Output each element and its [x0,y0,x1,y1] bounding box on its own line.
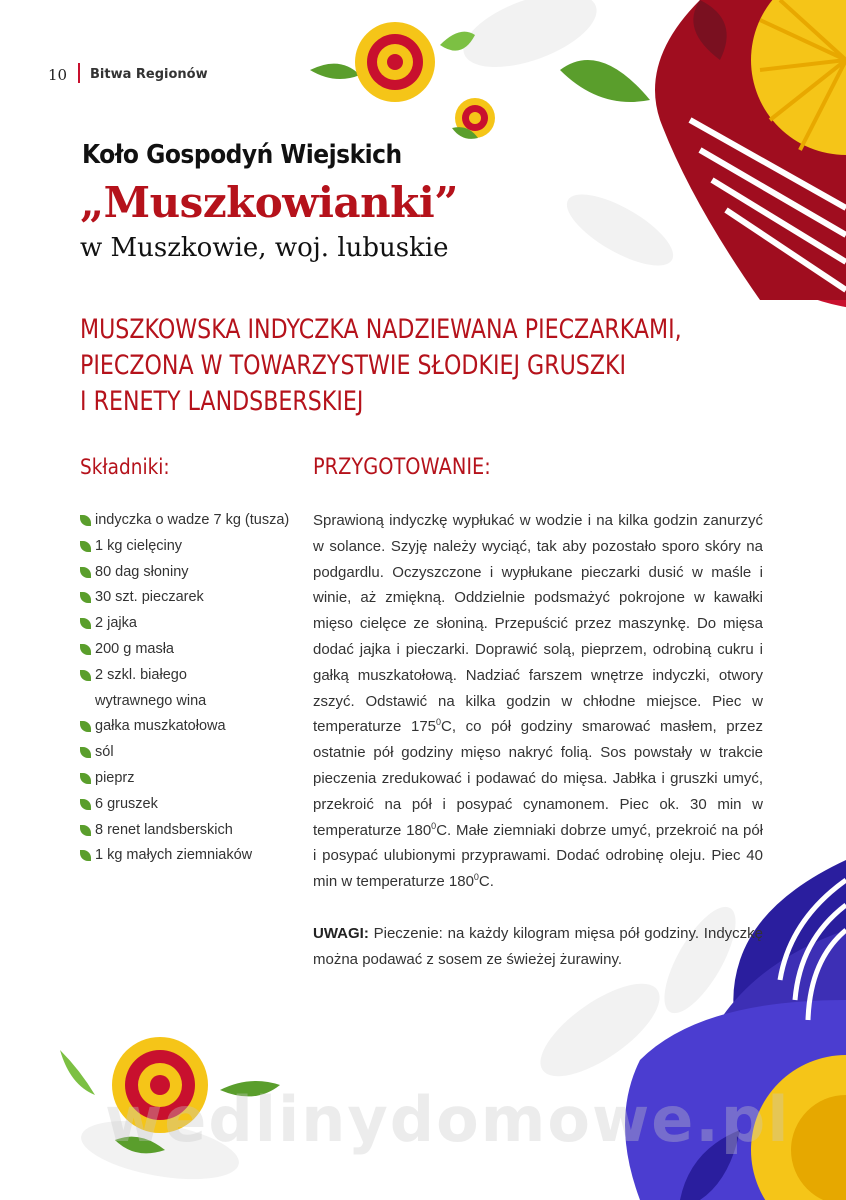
header-divider [78,63,80,83]
page-number: 10 [48,66,68,84]
recipe-title-line: PIECZONA W TOWARZYSTWIE SŁODKIEJ GRUSZKI [80,350,627,381]
leaf-bullet-icon [80,592,91,603]
ingredient-item: 80 dag słoniny [80,560,300,586]
ingredients-list [80,508,300,869]
ingredients-heading: Składniki: [80,455,170,479]
small-flower-top-icon [310,22,495,139]
leaf-bullet-icon [80,773,91,784]
organization-location: w Muszkowie, woj. lubuskie [80,233,449,263]
recipe-title-line: MUSZKOWSKA INDYCZKA NADZIEWANA PIECZARKAMI, [80,314,682,345]
organization-type: Koło Gospodyń Wiejskich [82,140,402,170]
ingredient-item: 200 g masła [80,637,300,663]
preparation-paragraph: Sprawioną indyczkę wypłukać w wodzie i na kilka godzin zanurzyć w solance. Szyję należy wyciąć, tak aby pozostało sporo skóry na podgardlu. Oczyszczone i wypłukane pieczarki dusić w maśle i winie, aż zmiękną. Oddzielnie podsmażyć pokrojone w kawałki mięso cielęce ze słoniną. Przepuścić przez maszynkę. Do mięsa dodać jajka i pieczarki. Doprawić solą, pieprzem, odrobiną cukru i gałką muszkatołową. Nadziać farszem wnętrze indyczki, otwory zszyć. Odstawić na kilka godzin w chłodne miejsce. Piec w temperaturze $175^0C$, co pół godziny smarować masłem, przez ostatnie pół godziny mięso nakryć folią. Sos powstały w trakcie pieczenia zredukować i podawać do mięsa. Jabłka i gruszki umyć, przekroić na pół i posypać cynamonem. Piec ok. 30 min w temperaturze $180^0C$. Małe ziemniaki dobrze umyć, przekroić na pół i posypać ulubionymi przyprawami. Dodać odrobinę oleju. Piec 40 min w temperaturze $180^0C$. [313,512,763,891]
leaf-bullet-icon [80,541,91,552]
ingredient-item: 2 jajka [80,611,300,637]
ingredient-item: indyczka o wadze 7 kg (tusza) [80,508,300,534]
notes-text: Pieczenie: na każdy kilogram mięsa pół godziny. Indyczkę można podawać z sosem ze świeżej żurawiny. [313,924,763,968]
leaf-bullet-icon [80,670,91,681]
ingredient-item: gałka muszkatołowa [80,714,300,740]
leaf-bullet-icon [80,515,91,526]
ingredient-item: 8 renet landsberskich [80,818,300,844]
recipe-title-line: I RENETY LANDSBERSKIEJ [80,386,364,417]
notes-paragraph [313,921,763,973]
leaf-bullet-icon [80,567,91,578]
ingredient-item: pieprz [80,766,300,792]
leaf-bullet-icon [80,799,91,810]
ingredient-item-continuation: wytrawnego wina [95,692,207,709]
organization-name: „Muszkowianki” [80,178,458,227]
leaf-bullet-icon [80,747,91,758]
preparation-heading: PRZYGOTOWANIE: [313,455,491,480]
leaf-bullet-icon [80,850,91,861]
ingredient-item: 2 szkl. białego [80,663,300,689]
leaf-bullet-icon [80,825,91,836]
ingredient-item: 6 gruszek [80,792,300,818]
red-flower-top-right-icon [560,0,846,310]
leaf-bullet-icon [80,618,91,629]
ingredient-item: 30 szt. pieczarek [80,585,300,611]
leaf-bullet-icon [80,721,91,732]
recipe-title [80,312,682,420]
preparation-text [313,508,763,973]
notes-label: UWAGI: [313,924,369,942]
watermark: wedlinydomowe.pl [105,1083,791,1156]
section-title: Bitwa Regionów [90,67,208,82]
ingredient-item: 1 kg cielęciny [80,534,300,560]
ingredient-item: sól [80,740,300,766]
leaf-bullet-icon [80,644,91,655]
ingredient-item: 1 kg małych ziemniaków [80,843,300,869]
